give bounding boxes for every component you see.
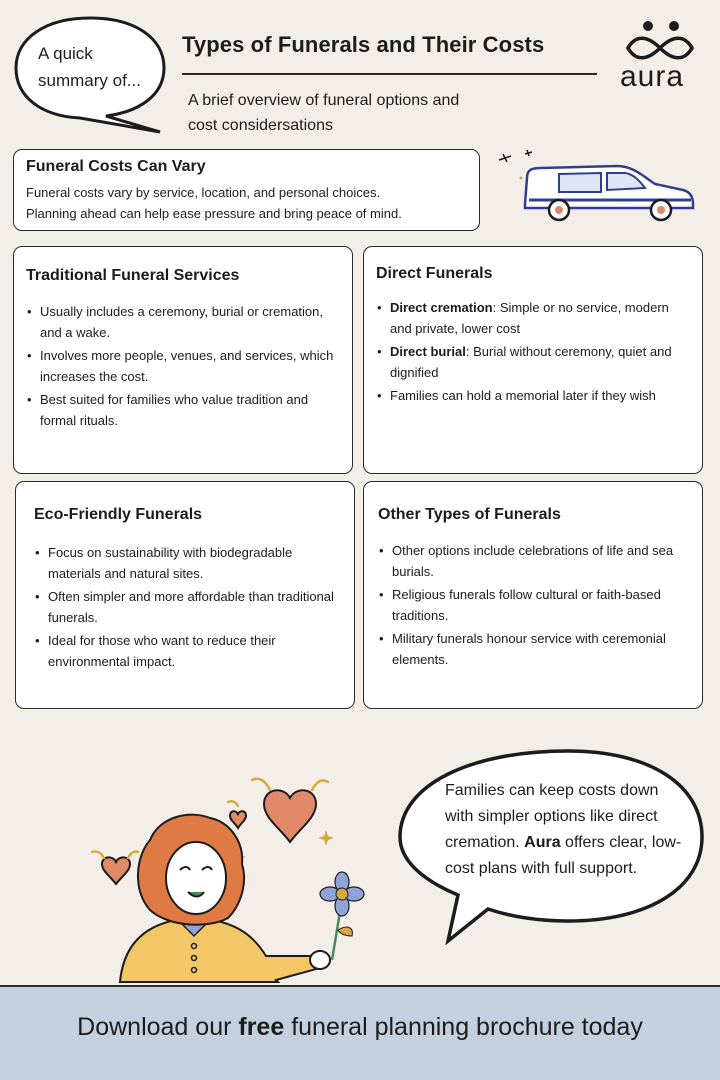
funeral-costs-card: [13, 149, 480, 231]
list-item-text: Families can hold a memorial later if they wish: [390, 388, 656, 403]
list-item: • Military funerals honour service with ceremonial elements.: [378, 628, 688, 670]
list-item: [376, 385, 688, 406]
funeral-costs-line-1: Funeral costs vary by service, location, and personal choices.: [26, 185, 381, 200]
tip-text-2: offers clear, low-cost plans with full support.: [445, 834, 682, 877]
list-item: • Focus on sustainability with biodegradable materials and natural sites.: [34, 542, 340, 584]
footer-text-bold: free: [238, 1013, 285, 1041]
page-subtitle: [188, 88, 533, 138]
eco-friendly-funerals-title: Eco-Friendly Funerals: [34, 506, 203, 523]
title-divider: [182, 73, 597, 75]
other-funerals-title: Other Types of Funerals: [378, 506, 561, 523]
intro-speech-text: [38, 40, 168, 94]
other-funerals-list: [378, 540, 688, 670]
tip-text-1: Families can keep costs down with simpler options like direct cremation.: [445, 782, 659, 851]
intro-line-2: summary of...: [38, 71, 141, 90]
list-item: [376, 297, 688, 339]
list-item-bold: Direct cremation: [390, 300, 493, 315]
list-item: • Involves more people, venues, and services, which increases the cost.: [26, 345, 338, 387]
person-illustration: [80, 760, 380, 988]
list-item: • Religious funerals follow cultural or faith-based traditions.: [378, 584, 688, 626]
subtitle-line-1: A brief overview of funeral options and: [188, 92, 460, 109]
list-item-text: : Burial without ceremony, quiet and dignified: [390, 344, 672, 380]
list-item: [376, 341, 688, 383]
list-item: • Ideal for those who want to reduce their environmental impact.: [34, 630, 340, 672]
funeral-costs-line-2: Planning ahead can help ease pressure and bring peace of mind.: [26, 206, 402, 221]
hearse-icon: [497, 148, 702, 228]
list-item: • Often simpler and more affordable than traditional funerals.: [34, 586, 340, 628]
other-funerals-card: [363, 481, 703, 709]
intro-line-1: A quick: [38, 44, 93, 63]
download-brochure-link[interactable]: [0, 1013, 720, 1042]
list-item: • Best suited for families who value tradition and formal rituals.: [26, 389, 338, 431]
tip-speech-text: [445, 778, 685, 882]
list-item: • Usually includes a ceremony, burial or cremation, and a wake.: [26, 301, 338, 343]
direct-funerals-card: [363, 246, 703, 474]
eco-friendly-funerals-card: [15, 481, 355, 709]
subtitle-line-2: cost considersations: [188, 117, 333, 134]
flower-icon: [320, 872, 364, 960]
list-item-bold: Direct burial: [390, 344, 466, 359]
traditional-funerals-list: [26, 301, 338, 431]
direct-funerals-list: [376, 297, 688, 406]
direct-funerals-title: Direct Funerals: [376, 265, 493, 282]
tip-brand: Aura: [524, 834, 561, 851]
footer-text-after: funeral planning brochure today: [284, 1013, 643, 1041]
footer-text-before: Download our: [77, 1013, 239, 1041]
page-title: Types of Funerals and Their Costs: [182, 32, 545, 57]
aura-logo-text: aura: [620, 60, 685, 93]
eco-friendly-funerals-list: [34, 542, 340, 672]
traditional-funerals-title: Traditional Funeral Services: [26, 267, 240, 284]
funeral-costs-title: Funeral Costs Can Vary: [26, 158, 206, 175]
list-item: • Other options include celebrations of life and sea burials.: [378, 540, 688, 582]
traditional-funerals-card: [13, 246, 353, 474]
list-item-text: : Simple or no service, modern and private, lower cost: [390, 300, 669, 336]
